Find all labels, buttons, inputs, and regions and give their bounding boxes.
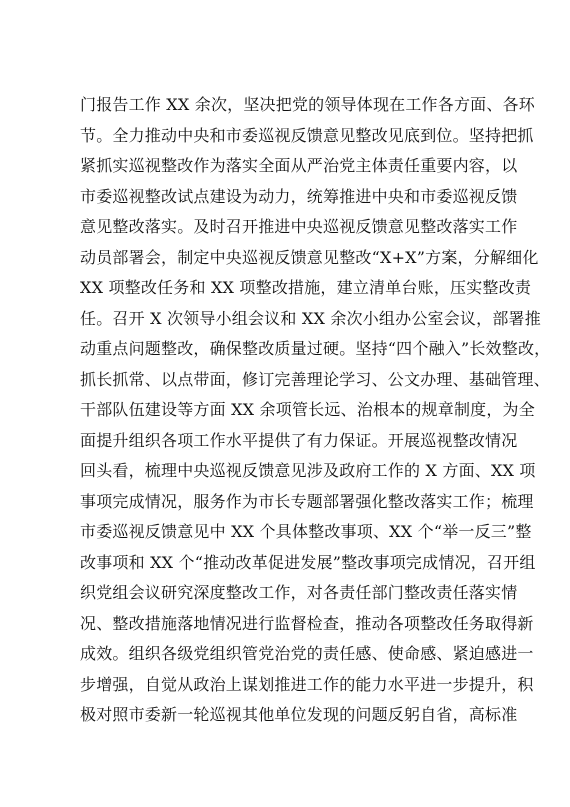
text-line: 况、整改措施落地情况进行监督检查，推动各项整改任务取得新 (80, 613, 534, 633)
text-line: 抓长抓常、以点带面，修订完善理论学习、公文办理、基础管理、 (80, 369, 550, 389)
text-line: XX 项整改任务和 XX 项整改措施，建立清单台账，压实整改责 (80, 278, 532, 297)
text-line: 市委巡视反馈意见中 XX 个具体整改事项、XX 个“举一反三”整 (80, 522, 532, 541)
text-line: 节。全力推动中央和市委巡视反馈意见整改见底到位。坚持把抓 (80, 125, 534, 145)
text-line: 动员部署会，制定中央巡视反馈意见整改“X+X”方案，分解细化 (80, 247, 539, 267)
text-line: 紧抓实巡视整改作为落实全面从严治党主体责任重要内容，以 (80, 156, 518, 175)
text-line: 市委巡视整改试点建设为动力，统筹推进中央和市委巡视反馈 (80, 186, 518, 206)
text-line: 动重点问题整改，确保整改质量过硬。坚持“四个融入”长效整改， (80, 339, 551, 358)
body-paragraph (80, 90, 551, 731)
text-line: 意见整改落实。及时召开推进中央巡视反馈意见整改落实工作 (80, 217, 518, 236)
text-line: 步增强，自觉从政治上谋划推进工作的能力水平进一步提升，积 (80, 674, 534, 694)
text-line: 回头看，梳理中央巡视反馈意见涉及政府工作的 X 方面、XX 项 (80, 461, 536, 480)
text-line: 门报告工作 XX 余次，坚决把党的领导体现在工作各方面、各环 (80, 95, 535, 114)
text-line: 任。召开 X 次领导小组会议和 XX 余次小组办公室会议，部署推 (80, 308, 541, 328)
text-line: 改事项和 XX 个“推动改革促进发展”整改事项完成情况，召开组 (80, 552, 536, 572)
text-line: 成效。组织各级党组织管党治党的责任感、使命感、紧迫感进一 (80, 644, 534, 663)
text-line: 极对照市委新一轮巡视其他单位发现的问题反躬自省，高标准 (80, 705, 518, 724)
text-line: 干部队伍建设等方面 XX 余项管长远、治根本的规章制度，为全 (80, 400, 535, 419)
text-line: 面提升组织各项工作水平提供了有力保证。开展巡视整改情况 (80, 430, 518, 450)
text-line: 织党组会议研究深度整改工作，对各责任部门整改责任落实情 (80, 583, 518, 602)
text-line: 事项完成情况，服务作为市长专题部署强化整改落实工作；梳理 (80, 491, 534, 511)
